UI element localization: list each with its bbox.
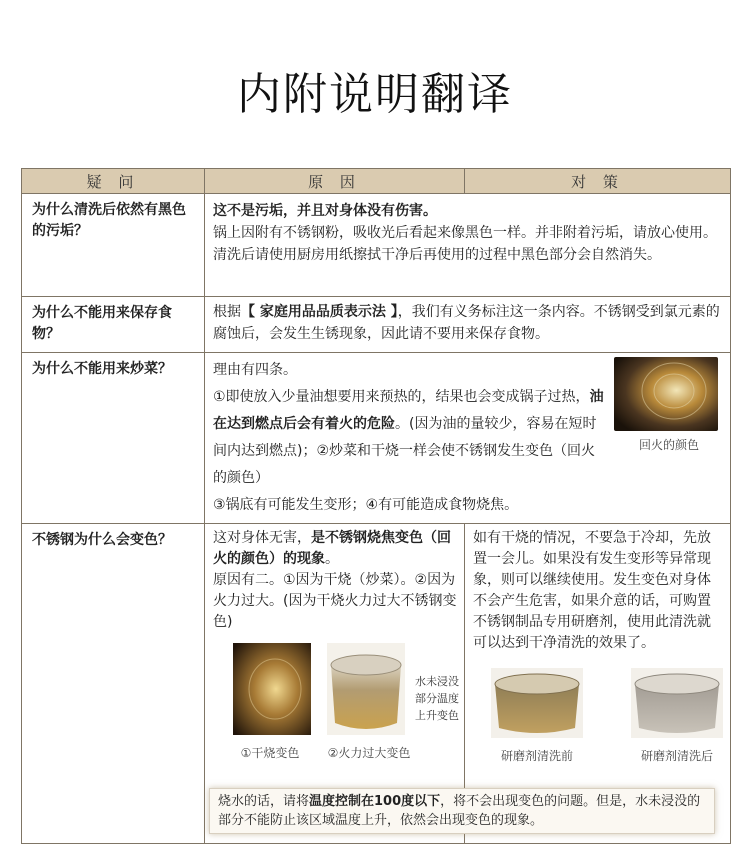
reason-intro: 理由有四条。 (213, 362, 297, 378)
reason-part1: ①即使放入少量油想要用来预热的，结果也会变成锅子过热， (213, 389, 590, 405)
question-cell: 为什么清洗后依然有黑色的污垢？ (22, 194, 205, 297)
answer-law-name: 【 家庭用品品质表示法 】 (241, 304, 398, 320)
note-after: ，将不会出现变色的问题。但是，水未浸没的部分不能防止该区域温度上升，依然会出现变色的现象。 (218, 794, 701, 828)
answer-text-before: 根据 (213, 304, 241, 320)
reason-bold: 是不锈钢烧焦变色（回火的颜色）的现象 (213, 530, 451, 567)
solution-text: 如有干烧的情况，不要急于冷却，先放置一会儿。如果没有发生变形等异常现象，则可以继续使用。发生变色对身体不会产生危害，如果介意的话，可购置不锈钢制品专用研磨剂，使用此清洗就可以达到干净清洗的效果了。 (473, 530, 711, 651)
reason-photos (213, 643, 459, 760)
pan-photo (614, 357, 718, 431)
header-question: 疑 问 (22, 169, 205, 194)
reason-text (213, 528, 458, 570)
solution-photos (473, 668, 724, 764)
reason-body: 原因有二。①因为干烧（炒菜）。②因为火力过大。(因为干烧火力过大不锈钢变色) (213, 572, 457, 630)
question-cell: 不锈钢为什么会变色？ (22, 524, 205, 844)
caption-after-clean: 研磨剂清洗后 (640, 749, 713, 763)
answer-cell (205, 353, 731, 524)
header-reason: 原 因 (205, 169, 465, 194)
caption-before-clean: 研磨剂清洗前 (500, 749, 573, 763)
reason-part1-bold: 油在达到燃点后会有着火的危险 (213, 389, 604, 432)
note-bold: 温度控制在100度以下 (309, 794, 441, 809)
reason-suffix: 。 (325, 551, 339, 567)
reason-prefix: 这对身体无害， (213, 530, 311, 546)
tempering-photo (614, 357, 724, 453)
faq-table (21, 168, 731, 844)
page-title: 内附说明翻译 (237, 69, 513, 120)
table-row (22, 297, 731, 353)
after-clean-photo (631, 668, 723, 738)
question-cell: 为什么不能用来保存食物？ (22, 297, 205, 353)
answer-cell (205, 297, 731, 353)
header-solution: 对 策 (465, 169, 731, 194)
reason-part2: 。(因为油的量较少，容易在短时间内达到燃点)；②炒菜和干烧一样会使不锈钢发生变色（回火的颜色） (213, 416, 597, 486)
answer-bold-line: 这不是污垢，并且对身体没有伤害。 (213, 203, 437, 219)
inline-note: 水未浸没部分温度上升变色 (415, 675, 459, 722)
caption-overheat: ②火力过大变色 (327, 746, 411, 760)
note-box (209, 788, 715, 834)
table-header-row (22, 169, 731, 194)
reason-line3: ③锅底有可能发生变形；④有可能造成食物烧焦。 (213, 497, 519, 513)
note-before: 烧水的话，请将 (218, 794, 310, 809)
overheat-pan-photo (327, 643, 405, 735)
before-clean-photo (491, 668, 583, 738)
answer-text-after: ，我们有义务标注这一条内容。不锈钢受到氯元素的腐蚀后，会发生生锈现象，因此请不要用来保存食物。 (213, 304, 720, 342)
photo-caption: 回火的颜色 (638, 438, 699, 452)
dry-burn-photo (233, 643, 311, 735)
note-box-wrapper (212, 782, 715, 836)
caption-dry-burn: ①干烧变色 (240, 746, 300, 760)
answer-cell (205, 194, 731, 297)
answer-text: 锅上因附有不锈钢粉，吸收光后看起来像黑色一样。并非附着污垢，请放心使用。清洗后请使用厨房用纸擦拭干净后再使用的过程中黑色部分会自然消失。 (213, 225, 717, 263)
table-row (22, 194, 731, 297)
question-cell: 为什么不能用来炒菜？ (22, 353, 205, 524)
table-row (22, 353, 731, 524)
